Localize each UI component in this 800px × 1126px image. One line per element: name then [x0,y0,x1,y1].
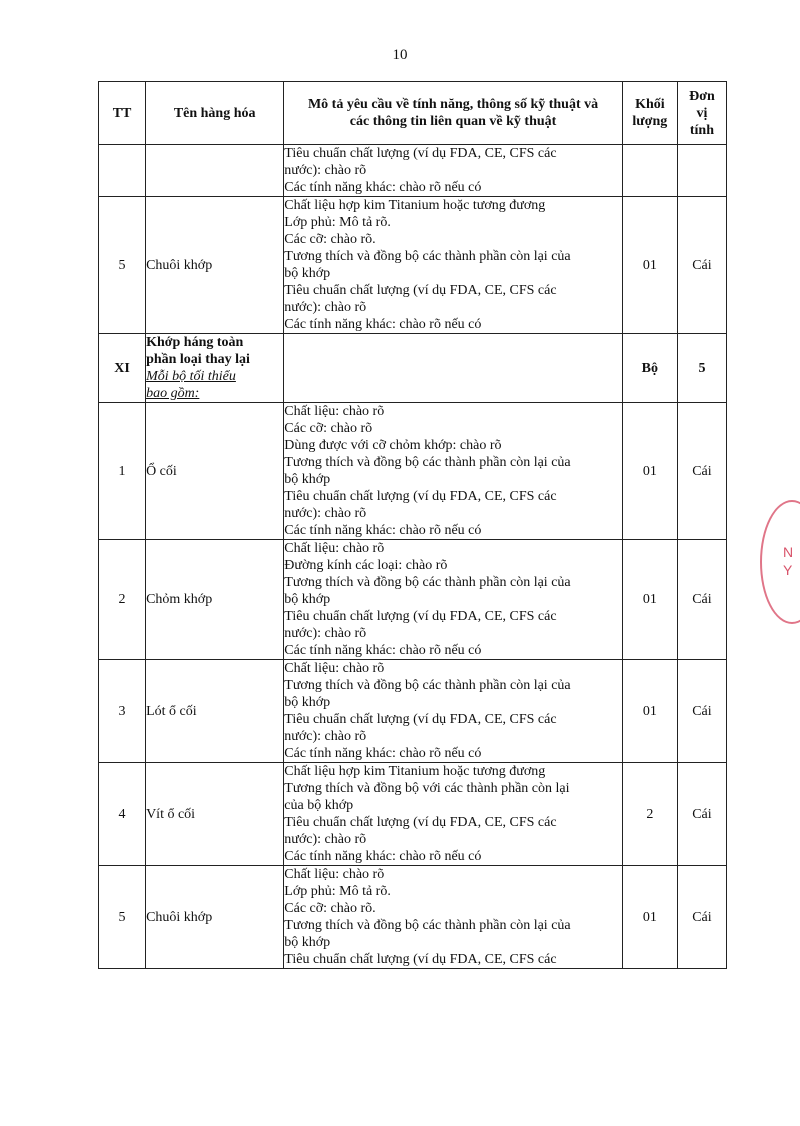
row-name: Chuôi khớp [146,866,284,969]
desc-line: Các tính năng khác: chào rõ nếu có [284,317,482,332]
row-desc [284,403,623,540]
desc-line: nước): chào rõ [284,506,367,521]
desc-line: Tiêu chuẩn chất lượng (ví dụ FDA, CE, CFS các [284,952,557,967]
desc-line: nước): chào rõ [284,729,367,744]
row-tt: 1 [99,403,146,540]
row-qty: 01 [622,540,677,660]
header-qty-line: Khối [635,97,665,112]
desc-line: Chất liệu hợp kim Titanium hoặc tương đương [284,764,546,779]
row-qty: 01 [622,866,677,969]
header-qty-line: lượng [632,114,668,129]
desc-line: Dùng được với cỡ chỏm khớp: chào rõ [284,438,502,453]
row-tt: 3 [99,660,146,763]
row-name: Vít ổ cối [146,763,284,866]
table-row [99,660,727,763]
desc-line: Chất liệu hợp kim Titanium hoặc tương đương [284,198,546,213]
row-desc [284,866,623,969]
desc-line: Tiêu chuẩn chất lượng (ví dụ FDA, CE, CFS các [284,609,557,624]
row-desc [284,763,623,866]
desc-line: nước): chào rõ [284,163,367,178]
desc-line: Tương thích và đồng bộ các thành phần còn lại của [284,575,571,590]
row-unit: Cái [677,540,726,660]
desc-line: Các cỡ: chào rõ [284,421,373,436]
specification-table [98,81,727,969]
desc-line: Tiêu chuẩn chất lượng (ví dụ FDA, CE, CFS các [284,146,557,161]
header-unit [677,82,726,145]
header-desc-line: Mô tả yêu cầu về tính năng, thông số kỹ thuật và [307,97,599,112]
stamp-letter: N [783,544,794,560]
row-unit [677,145,726,197]
desc-line: Các tính năng khác: chào rõ nếu có [284,523,482,538]
row-desc [284,197,623,334]
row-desc [284,660,623,763]
desc-line: Tiêu chuẩn chất lượng (ví dụ FDA, CE, CFS các [284,283,557,298]
desc-line: Chất liệu: chào rõ [284,867,385,882]
desc-line: Chất liệu: chào rõ [284,541,385,556]
group-desc [284,334,623,403]
header-desc-line: các thông tin liên quan về kỹ thuật [349,114,557,129]
desc-line: bộ khớp [284,592,331,607]
desc-line: Tiêu chuẩn chất lượng (ví dụ FDA, CE, CFS các [284,815,557,830]
stamp-fragment [760,500,800,624]
row-unit: Cái [677,763,726,866]
desc-line: nước): chào rõ [284,300,367,315]
row-qty: 01 [622,197,677,334]
row-qty: 01 [622,660,677,763]
row-name: Chỏm khớp [146,540,284,660]
desc-line: bộ khớp [284,935,331,950]
desc-line: Các cỡ: chào rõ. [284,232,376,247]
row-desc [284,540,623,660]
row-name: Ổ cối [146,403,284,540]
row-name: Lót ổ cối [146,660,284,763]
row-unit: Cái [677,197,726,334]
row-qty: 01 [622,403,677,540]
row-tt: 4 [99,763,146,866]
row-tt [99,145,146,197]
row-unit: Cái [677,403,726,540]
row-unit: Cái [677,866,726,969]
row-qty [622,145,677,197]
table-header-row [99,82,727,145]
desc-line: nước): chào rõ [284,832,367,847]
desc-line: Các tính năng khác: chào rõ nếu có [284,643,482,658]
header-qty [622,82,677,145]
desc-line: Tương thích và đồng bộ các thành phần còn lại của [284,455,571,470]
row-tt: 5 [99,197,146,334]
desc-line: Tiêu chuẩn chất lượng (ví dụ FDA, CE, CFS các [284,712,557,727]
desc-line: bộ khớp [284,695,331,710]
header-unit-line: vị [696,105,708,121]
row-name: Chuôi khớp [146,197,284,334]
header-name: Tên hàng hóa [146,82,284,145]
desc-line: Tương thích và đồng bộ các thành phần còn lại của [284,249,571,264]
header-tt: TT [99,82,146,145]
desc-line: nước): chào rõ [284,626,367,641]
table-row [99,866,727,969]
desc-line: Tiêu chuẩn chất lượng (ví dụ FDA, CE, CFS các [284,489,557,504]
desc-line: Đường kính các loại: chào rõ [284,558,448,573]
row-name [146,145,284,197]
row-desc [284,145,623,197]
desc-line: Tương thích và đồng bộ với các thành phần còn lại [284,781,570,796]
header-unit-line: Đơn [689,88,715,104]
desc-line: bộ khớp [284,472,331,487]
group-title-line: phần loại thay lại [146,352,250,367]
group-tt: XI [99,334,146,403]
desc-line: Tương thích và đồng bộ các thành phần còn lại của [284,678,571,693]
desc-line: Các tính năng khác: chào rõ nếu có [284,180,482,195]
desc-line: bộ khớp [284,266,331,281]
desc-line: Lớp phủ: Mô tả rõ. [284,884,391,899]
header-unit-line: tính [689,122,714,138]
header-desc [284,82,623,145]
table-row [99,540,727,660]
desc-line: Lớp phủ: Mô tả rõ. [284,215,391,230]
row-qty: 2 [622,763,677,866]
row-tt: 5 [99,866,146,969]
table-row [99,763,727,866]
group-title [146,334,284,403]
stamp-letter: Y [783,562,793,578]
table-row [99,197,727,334]
group-subtitle-line: bao gồm: [146,386,200,401]
group-row [99,334,727,403]
desc-line: Chất liệu: chào rõ [284,661,385,676]
group-qty: Bộ [622,334,677,403]
table-row [99,145,727,197]
table-row [99,403,727,540]
desc-line: Các cỡ: chào rõ. [284,901,376,916]
page-number: 10 [392,47,408,63]
desc-line: Các tính năng khác: chào rõ nếu có [284,746,482,761]
row-unit: Cái [677,660,726,763]
desc-line: Chất liệu: chào rõ [284,404,385,419]
group-unit: 5 [677,334,726,403]
group-subtitle-line: Mỗi bộ tối thiểu [146,369,236,384]
row-tt: 2 [99,540,146,660]
desc-line: của bộ khớp [284,798,354,813]
desc-line: Các tính năng khác: chào rõ nếu có [284,849,482,864]
group-title-line: Khớp háng toàn [146,335,244,350]
desc-line: Tương thích và đồng bộ các thành phần còn lại của [284,918,571,933]
